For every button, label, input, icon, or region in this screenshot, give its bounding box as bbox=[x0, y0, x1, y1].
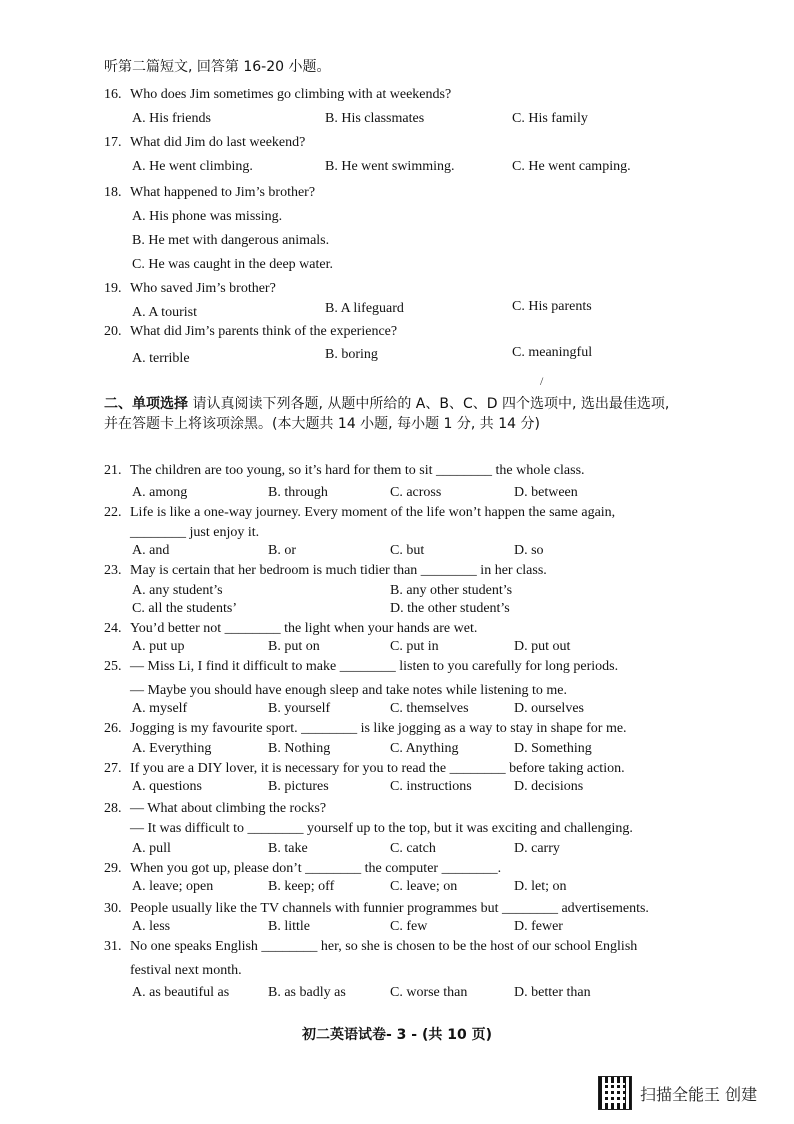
answer-option[interactable]: A. His phone was missing. bbox=[132, 209, 283, 224]
answer-option[interactable]: C. themselves bbox=[390, 701, 469, 716]
answer-option[interactable]: A. He went climbing. bbox=[132, 159, 253, 174]
answer-option[interactable]: D. between bbox=[514, 485, 578, 500]
answer-option[interactable]: D. ourselves bbox=[514, 701, 584, 716]
answer-option[interactable]: C. leave; on bbox=[390, 879, 458, 894]
question-text: What did Jim do last weekend? bbox=[130, 135, 306, 150]
question-30 bbox=[104, 900, 649, 918]
answer-option[interactable]: A. put up bbox=[132, 639, 185, 654]
question-22 bbox=[104, 504, 615, 522]
question-text: When you got up, please don’t ________ the computer ________. bbox=[130, 861, 502, 876]
scanner-text: 扫描全能王 创建 bbox=[640, 1084, 758, 1104]
answer-option[interactable]: A. questions bbox=[132, 779, 202, 794]
question-16 bbox=[104, 86, 451, 104]
question-number: 29. bbox=[104, 861, 122, 876]
answer-option[interactable]: B. pictures bbox=[268, 779, 329, 794]
answer-option[interactable]: C. all the students’ bbox=[132, 601, 237, 616]
question-text: May is certain that her bedroom is much tidier than ________ in her class. bbox=[130, 563, 547, 578]
question-31-line-2 bbox=[104, 962, 242, 980]
question-text: What happened to Jim’s brother? bbox=[130, 185, 316, 200]
answer-option[interactable]: D. the other student’s bbox=[390, 601, 510, 616]
question-27 bbox=[104, 760, 625, 778]
question-text: Who does Jim sometimes go climbing with at weekends? bbox=[130, 87, 452, 102]
answer-option[interactable]: C. but bbox=[390, 543, 425, 558]
answer-option[interactable]: B. as badly as bbox=[268, 985, 346, 1000]
question-17 bbox=[104, 134, 305, 152]
answer-option[interactable]: B. keep; off bbox=[268, 879, 335, 894]
question-text: — What about climbing the rocks? bbox=[130, 801, 327, 816]
question-text: You’d better not ________ the light when your hands are wet. bbox=[130, 621, 478, 636]
question-number: 24. bbox=[104, 621, 122, 636]
question-31 bbox=[104, 938, 637, 956]
page-footer: 初二英语试卷- 3 - (共 10 页) bbox=[301, 1027, 492, 1043]
section2-instruction-2-row bbox=[104, 413, 540, 435]
question-text: Who saved Jim’s brother? bbox=[130, 281, 276, 296]
answer-option[interactable]: C. few bbox=[390, 919, 428, 934]
question-20 bbox=[104, 323, 397, 341]
question-24 bbox=[104, 620, 477, 638]
answer-option[interactable]: B. yourself bbox=[268, 701, 331, 716]
question-number: 22. bbox=[104, 505, 122, 520]
section2-title: 二、单项选择 bbox=[104, 396, 188, 412]
question-text: No one speaks English ________ her, so she is chosen to be the host of our school English bbox=[130, 939, 638, 954]
answer-option[interactable]: D. carry bbox=[514, 841, 560, 856]
answer-option[interactable]: D. decisions bbox=[514, 779, 584, 794]
answer-option[interactable]: B. any other student’s bbox=[390, 583, 513, 598]
question-number: 25. bbox=[104, 659, 122, 674]
question-number: 31. bbox=[104, 939, 122, 954]
answer-option[interactable]: C. across bbox=[390, 485, 442, 500]
answer-option[interactable]: C. worse than bbox=[390, 985, 468, 1000]
answer-option[interactable]: C. catch bbox=[390, 841, 436, 856]
question-25 bbox=[104, 658, 618, 676]
scanner-watermark bbox=[598, 1076, 757, 1110]
answer-option[interactable]: C. He went camping. bbox=[512, 159, 631, 174]
answer-option[interactable]: B. His classmates bbox=[325, 111, 425, 126]
answer-option[interactable]: B. take bbox=[268, 841, 308, 856]
question-28-line-2 bbox=[104, 820, 633, 838]
question-number: 21. bbox=[104, 463, 122, 478]
answer-option[interactable]: A. leave; open bbox=[132, 879, 214, 894]
question-number: 18. bbox=[104, 185, 122, 200]
answer-option[interactable]: D. Something bbox=[514, 741, 592, 756]
question-text: festival next month. bbox=[130, 963, 242, 978]
section2-instruction-2: 并在答题卡上将该项涂黑。(本大题共 14 小题, 每小题 1 分, 共 14 分) bbox=[104, 416, 540, 432]
answer-option[interactable]: B. through bbox=[268, 485, 328, 500]
answer-option[interactable]: A. among bbox=[132, 485, 188, 500]
question-26 bbox=[104, 720, 627, 738]
answer-option[interactable]: A. and bbox=[132, 543, 170, 558]
question-text: The children are too young, so it’s hard for them to sit ________ the whole class. bbox=[130, 463, 585, 478]
question-number: 20. bbox=[104, 324, 122, 339]
answer-option[interactable]: A. A tourist bbox=[132, 305, 197, 320]
qr-code-icon bbox=[598, 1076, 632, 1110]
answer-option[interactable]: C. His parents bbox=[512, 299, 592, 314]
answer-option[interactable]: A. less bbox=[132, 919, 171, 934]
answer-option[interactable]: D. put out bbox=[514, 639, 571, 654]
answer-option[interactable]: D. so bbox=[514, 543, 544, 558]
question-number: 17. bbox=[104, 135, 122, 150]
section2-header bbox=[104, 393, 669, 415]
listening-intro: 听第二篇短文, 回答第 16-20 小题。 bbox=[104, 59, 331, 75]
question-text: — Miss Li, I find it difficult to make ________ listen to you carefully for long periods. bbox=[130, 659, 619, 674]
answer-option[interactable]: D. let; on bbox=[514, 879, 567, 894]
answer-option[interactable]: A. any student’s bbox=[132, 583, 223, 598]
question-text: ________ just enjoy it. bbox=[130, 525, 260, 540]
answer-option[interactable]: D. fewer bbox=[514, 919, 563, 934]
question-number: 27. bbox=[104, 761, 122, 776]
answer-option[interactable]: B. A lifeguard bbox=[325, 301, 404, 316]
question-text: What did Jim’s parents think of the experience? bbox=[130, 324, 398, 339]
answer-option[interactable]: B. He went swimming. bbox=[325, 159, 455, 174]
question-number: 26. bbox=[104, 721, 122, 736]
answer-option[interactable]: B. boring bbox=[325, 347, 378, 362]
answer-option[interactable]: C. Anything bbox=[390, 741, 459, 756]
question-28 bbox=[104, 800, 326, 818]
question-22-line-2 bbox=[104, 524, 259, 542]
answer-option[interactable]: B. little bbox=[268, 919, 310, 934]
answer-option[interactable]: A. as beautiful as bbox=[132, 985, 230, 1000]
answer-option[interactable]: B. or bbox=[268, 543, 296, 558]
answer-option[interactable]: D. better than bbox=[514, 985, 591, 1000]
question-number: 28. bbox=[104, 801, 122, 816]
question-text: — It was difficult to ________ yourself up to the top, but it was exciting and challenging. bbox=[130, 821, 633, 836]
question-21 bbox=[104, 462, 585, 480]
answer-option[interactable]: C. meaningful bbox=[512, 345, 593, 360]
answer-option[interactable]: A. terrible bbox=[132, 351, 190, 366]
question-text: Life is like a one-way journey. Every moment of the life won’t happen the same again, bbox=[130, 505, 616, 520]
answer-option[interactable]: C. put in bbox=[390, 639, 439, 654]
question-number: 19. bbox=[104, 281, 122, 296]
answer-option[interactable]: C. His family bbox=[512, 111, 588, 126]
section2-instruction-1: 请认真阅读下列各题, 从题中所给的 A、B、C、D 四个选项中, 选出最佳选项, bbox=[192, 396, 670, 412]
question-18 bbox=[104, 184, 315, 202]
answer-option[interactable]: A. Everything bbox=[132, 741, 212, 756]
answer-option[interactable]: B. put on bbox=[268, 639, 320, 654]
answer-option[interactable]: C. instructions bbox=[390, 779, 472, 794]
question-23 bbox=[104, 562, 547, 580]
answer-option[interactable]: A. pull bbox=[132, 841, 171, 856]
answer-option[interactable]: A. myself bbox=[132, 701, 188, 716]
answer-option[interactable]: A. His friends bbox=[132, 111, 211, 126]
question-29 bbox=[104, 860, 501, 878]
question-number: 23. bbox=[104, 563, 122, 578]
stray-mark: / bbox=[540, 374, 544, 388]
question-text: — Maybe you should have enough sleep and take notes while listening to me. bbox=[130, 683, 568, 698]
question-text: People usually like the TV channels with funnier programmes but ________ advertisements. bbox=[130, 901, 649, 916]
question-number: 30. bbox=[104, 901, 122, 916]
question-19 bbox=[104, 280, 276, 298]
answer-option[interactable]: B. Nothing bbox=[268, 741, 331, 756]
question-text: If you are a DIY lover, it is necessary for you to read the ________ before taking action. bbox=[130, 761, 625, 776]
question-number: 16. bbox=[104, 87, 122, 102]
question-text: Jogging is my favourite sport. ________ is like jogging as a way to stay in shape for me. bbox=[130, 721, 627, 736]
answer-option[interactable]: B. He met with dangerous animals. bbox=[132, 233, 330, 248]
answer-option[interactable]: C. He was caught in the deep water. bbox=[132, 257, 333, 272]
question-25-line-2 bbox=[104, 682, 567, 700]
